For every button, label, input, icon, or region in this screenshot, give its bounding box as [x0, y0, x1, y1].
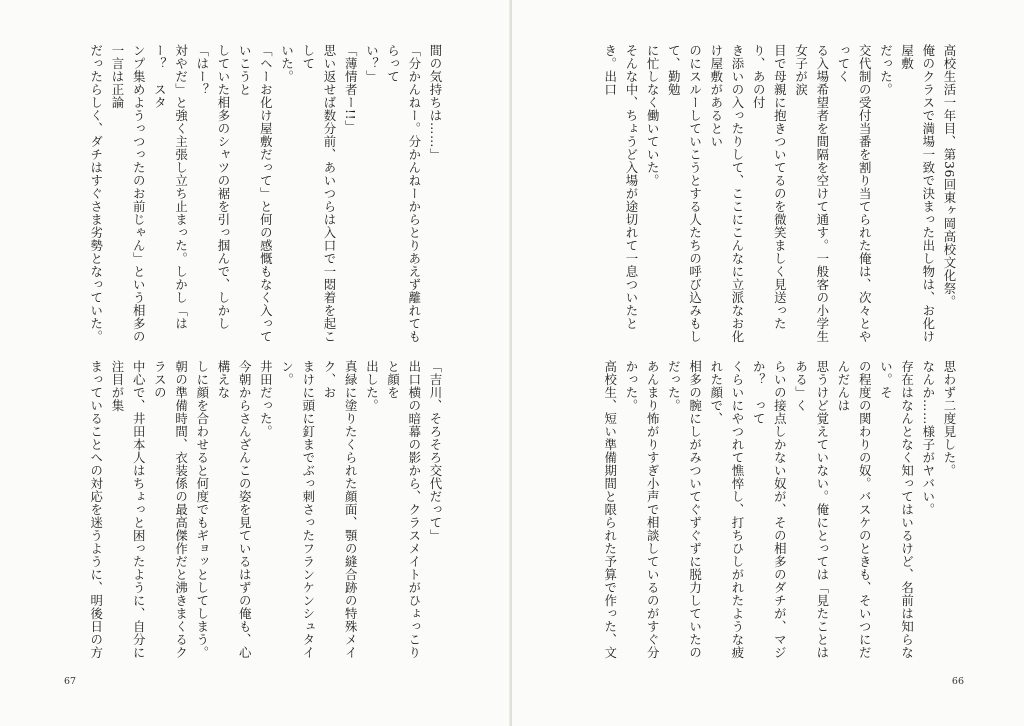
text-line: 間の気持ちは……」 — [428, 44, 443, 161]
page-number-left: 67 — [64, 676, 77, 687]
text-line: だったらしく、ダチはすぐさま劣勢となっていた。 — [88, 44, 104, 343]
text-line: い？」 — [364, 44, 380, 83]
text-line: 出口横の暗幕の影から、クラスメイトがひょっこりと顔を — [385, 360, 422, 659]
text-line: らいの接点しかない奴が、その相多のダチが、マジか？ って — [751, 360, 788, 659]
text-line: だった。 — [878, 44, 894, 96]
text-line: くらいにやつれて憔悴し、打ちひしがれたような疲れた顔で、 — [708, 360, 745, 659]
right-page-lower-text — [600, 360, 960, 664]
text-line: 中心で、井田本人はちょっと困ったように、自分に注目が集 — [109, 360, 147, 659]
text-line: き添いの入ったりして、ここにこんなに立派なお化け屋敷があるとい — [708, 44, 745, 343]
text-line: いた。 — [279, 44, 295, 83]
text-line: 思わず二度見した。 — [942, 360, 957, 477]
text-line: 井田だった。 — [258, 360, 274, 438]
text-line: ンプ集めようっつったのお前じゃん」という相多の一言は正論 — [109, 44, 147, 343]
text-line: 出した。 — [364, 360, 380, 412]
text-line: のにスルーしていこうとする人たちの呼び込みもして、勤勉 — [666, 44, 703, 343]
text-line: 存在はなんとなく知ってはいるけど、名前は知らない。そ — [878, 360, 915, 659]
text-line: る入場希望者を間隔を空けて通す。一般客の小学生女子が涙 — [793, 44, 830, 343]
text-line: そんな中、ちょうど入場が途切れて一息ついたとき。出口 — [602, 44, 639, 330]
text-line: 対やだ」と強く主張し立ち止まった。しかし「はー？ スタ — [152, 44, 189, 330]
text-line: 「分かんねー。分かんねーからとりあえず離れてもらって — [385, 44, 422, 343]
text-line: あんまり怖がりすぎ小声で相談しているのがすぐ分かった。 — [623, 360, 661, 659]
text-line: 交代制の受付当番を割り当てられた俺は、次々とやってく — [835, 44, 873, 343]
text-line: 今朝からさんざんこの姿を見ているはずの俺も、心構えな — [215, 360, 253, 659]
text-line: まっていることへの対応を迷うように、明後日の方 — [88, 360, 104, 659]
text-line: 相多の腕にしがみついてぐずぐずに脱力していたのだった。 — [666, 360, 703, 659]
text-line: 真緑に塗りたくられた顔面、顎の縫合跡の特殊メイク、お — [321, 360, 359, 659]
text-line: 朝の準備時間、衣装係の最高傑作だと沸きまくるクラスの — [152, 360, 189, 659]
text-line: 「薄情者ー!!」 — [343, 44, 359, 134]
text-line: していた相多のシャツの裾を引っ掴んで、しかし「はー？ — [194, 44, 231, 330]
text-line: に忙しなく働いていた。 — [645, 44, 661, 187]
page-number-right: 66 — [951, 676, 964, 687]
text-line: しに顔を合わせると何度でもギョッとしてしまう。 — [194, 360, 210, 659]
text-line: 俺のクラスで満場一致で決まった出し物は、お化け屋敷 — [899, 44, 936, 343]
text-line: まけに頭に釘までぶっ刺さったフランケンシュタイン。 — [279, 360, 316, 659]
text-line: なんか……様子がヤバい。 — [920, 360, 936, 516]
text-line: 高校生、短い準備期間と限られた予算で作った、文 — [602, 360, 618, 659]
left-page-lower-text — [86, 360, 446, 664]
text-line: 目で母親に抱きついてるのを微笑ましく見送ったり、あの付 — [751, 44, 788, 330]
left-page-upper-text — [86, 44, 446, 348]
text-line: 高校生活一年目、第36回東ヶ岡高校文化祭。 — [942, 44, 957, 308]
right-page-upper-text — [600, 44, 960, 348]
text-line: 思い返せば数分前、あいつらは入口で一悶着を起こして — [300, 44, 337, 343]
text-line: の程度の関わりの奴。バスケのときも、そいつにだんだんは — [835, 360, 873, 659]
text-line: 「ヘーお化け屋敷だって」と何の感慨もなく入っていこうと — [237, 44, 274, 343]
right-page — [512, 0, 1024, 726]
text-line: 思うけど覚えていない。俺にとっては「見たことはある」く — [793, 360, 830, 659]
text-line: 「吉川、そろそろ交代だって」 — [428, 360, 443, 542]
